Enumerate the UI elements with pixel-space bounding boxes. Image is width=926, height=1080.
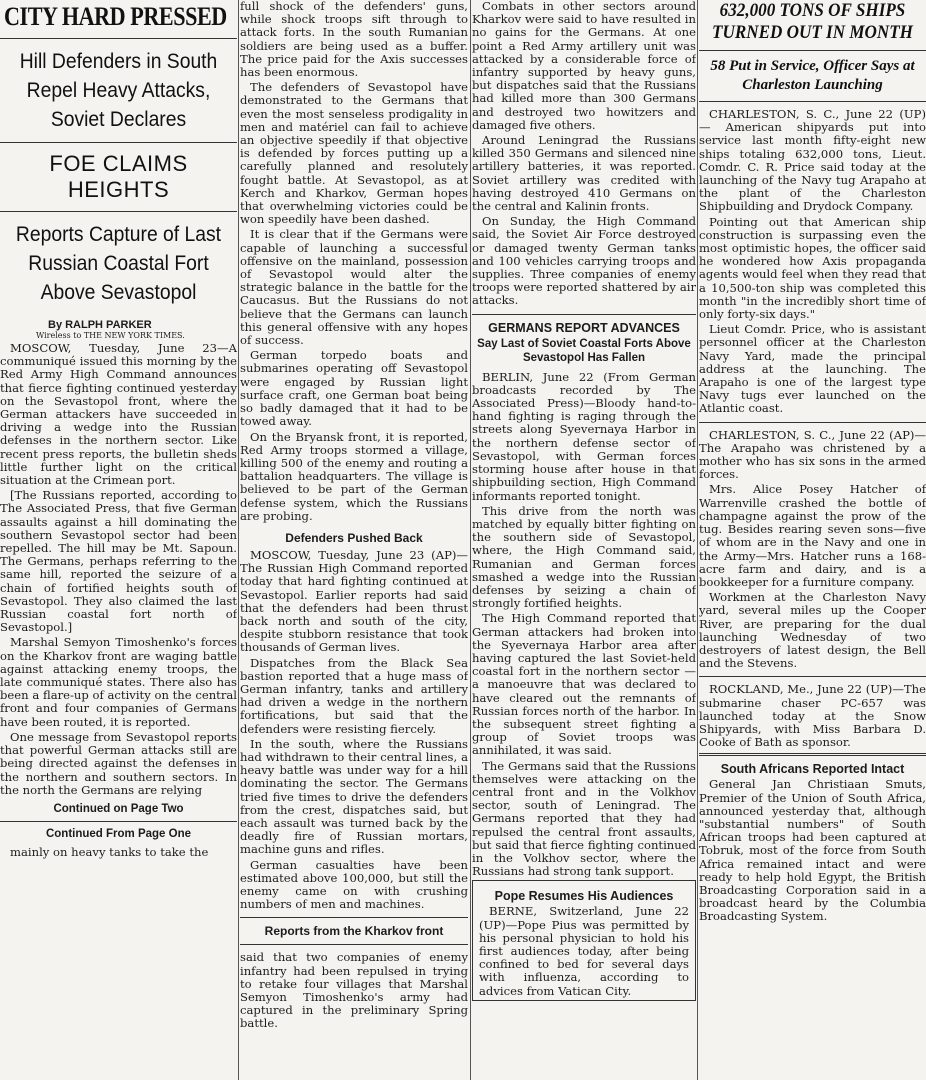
article-paragraph: Marshal Semyon Timoshenko's forces on the Kharkov front are waging battle against attacking enemy troops, the late communiqué states. There also has been a flare-up of activity on the central front and four companies of Germans have been routed, it is reported. (0, 635, 237, 729)
subheading: Say Last of Soviet Coastal Forts Above Sevastopol Has Fallen (477, 337, 691, 364)
column-rule (470, 0, 471, 1080)
section-heading: Pope Resumes His Audiences (494, 889, 674, 904)
pope-news-box (472, 880, 696, 1000)
continued-on-link[interactable]: Continued on Page Two (53, 802, 184, 815)
section-heading: Defenders Pushed Back (285, 530, 423, 545)
article-paragraph: Lieut Comdr. Price, who is assistant personnel officer at the Charleston Navy Yard, made the principal address at the launching. The Arapaho is one of the largest type Navy tugs ever launched on the Atlantic coast. (699, 322, 926, 416)
column-2 (240, 0, 468, 1080)
column-1 (0, 0, 237, 1080)
article-paragraph: CHARLESTON, S. C., June 22 (UP) — American shipyards put into service last month fifty-eight new ships totaling 632,000 tons, Lieut. Comdr. C. R. Price said today at the launching of the Navy tug Arapaho at the plant of the Charleston Shipbuilding and Drydock Company. (699, 107, 926, 214)
article-paragraph: ROCKLAND, Me., June 22 (UP)—The submarine chaser PC-657 was launched today at the Snow Shipyards, with Miss Barbara D. Cooke of Bath as sponsor. (699, 682, 926, 750)
article-paragraph: [The Russians reported, according to The Associated Press, that five German assaults against a hill dominating the southern Sevastopol sector had been repelled. The hill may be Mt. Sapoun. The Germans, perhaps referring to the same hill, reported the seizure of a chain of fortified heights south of Sevastopol. They also claimed the last Russian coastal fort north of Sevastopol.] (0, 488, 237, 635)
article-paragraph: mainly on heavy tanks to take the (10, 844, 209, 859)
deck-headline-3: Reports Capture of Last Russian Coastal Fort Above Sevastopol (15, 223, 222, 304)
article-paragraph: Dispatches from the Black Sea bastion reported that a huge mass of German infantry, tanks and artillery had driven a wedge in the northern fortifications, but said that the defenders were resisting fiercely. (240, 655, 468, 736)
article-paragraph: Mrs. Alice Posey Hatcher of Warrenville crashed the bottle of champagne against the prow of the tug. Besides rearing seven sons—five of whom are in the Navy and one in the Army—Mrs. Hatcher runs a 168-acre farm and dairy, and is a bookkeeper for a furniture company. (699, 482, 926, 589)
article-paragraph: Pointing out that American ship construction is surpassing even the most optimistic hopes, the officer said he wondered how Axis propaganda agents would feel when they read that a 10,500-ton ship was completed this month "in the incredibly short time of only forty-six days." (699, 214, 926, 322)
article-paragraph: MOSCOW, Tuesday, June 23—A communiqué issued this morning by the Red Army High Command announces that fierce fighting continued yesterday on the Sevastopol front, where the German attackers have succeeded in driving a wedge into the Russian defenses in the northern sector. Like recent press reports, the bulletin sheds little further light on the critical situation at the Crimean port. (0, 341, 237, 488)
article-paragraph: This drive from the north was matched by equally bitter fighting on the southern side of Sevastopol, where, the High Command said, Rumanian and German forces smashed a wedge into the Russian defenses by seizing a chain of strongly fortified heights. (472, 503, 696, 611)
article-paragraph: Around Leningrad the Russians killed 350 Germans and silenced nine artillery batteries, it was reported. Soviet artillery was credited with having destroyed 410 Germans on the central and Kalinin fronts. (472, 133, 696, 214)
article-paragraph: said that two companies of enemy infantry had been repulsed in trying to retake four villages that Marshal Semyon Timoshenko's army had captured in the preliminary Spring battle. (240, 950, 468, 1031)
main-headline: CITY HARD PRESSED (4, 2, 227, 31)
section-heading: Reports from the Kharkov front (264, 924, 444, 939)
article-paragraph: The High Command reported that German attackers had broken into the Syevernaya Harbor area after having captured the last Soviet-held coastal fort in the northern sector — a manoeuvre that was declared to have cleared out the remnants of Russian forces north of the harbor. In the subsequent street fighting a group of Soviet troops was annihilated, it was said. (472, 611, 696, 758)
article-paragraph: CHARLESTON, S. C., June 22 (AP)—The Arapaho was christened by a mother who has six sons in the armed forces. (699, 427, 926, 482)
article-paragraph: BERLIN, June 22 (From German broadcasts recorded by The Associated Press)—Bloody hand-to-hand fighting is raging through the streets along Syevernaya Harbor in the northern defense sector of Sevastopol, with German forces storming house after house in that shipbuilding section, High Command informants reported tonight. (472, 369, 696, 503)
ships-subheadline: 58 Put in Service, Officer Says at Charleston Launching (710, 58, 915, 93)
ships-headline: 632,000 TONS OF SHIPS TURNED OUT IN MONTH (712, 0, 913, 43)
article-paragraph: MOSCOW, Tuesday, June 23 (AP)—The Russian High Command reported today that hard fighting continued at Sevastopol. Earlier reports had said that the defenders had been thrust back north and south of the city, despite stubborn resistance that took thousands of German lives. (240, 547, 468, 655)
continued-from-label: Continued From Page One (45, 827, 192, 840)
deck-headline-2: FOE CLAIMS HEIGHTS (49, 151, 188, 202)
article-paragraph: The Germans said that the Russions themselves were attacking on the central front and in the Volkhov sector, south of Leningrad. The Germans reported that they had repulsed the central front assaults, but said that fierce fighting continued in the Volkhov sector, where the Russians had strong tank support. (472, 758, 696, 879)
article-paragraph: Combats in other sectors around Kharkov were said to have resulted in no gains for the Germans. At one point a Red Army artillery unit was attacked by a considerable force of infantry supported by heavy guns, but dispatches said that the Russians had killed more than 300 Germans and destroyed two howitzers and damaged five others. (472, 0, 696, 132)
article-paragraph: It is clear that if the Germans were capable of launching a successful offensive on the mainland, possession of Sevastopol would alter the strategic balance in the battle for the Caucasus. But the Russians do not believe that the Germans can launch this general offensive with any hopes of success. (240, 227, 468, 348)
section-heading: South Africans Reported Intact (720, 762, 905, 777)
article-paragraph: German torpedo boats and submarines operating off Sevastopol were engaged by Russian light surface craft, one German boat being so badly damaged that it had to be towed away. (240, 348, 468, 429)
article-paragraph: full shock of the defenders' guns, while shock troops sift through to attack forts. In the south Rumanian soldiers are being used as a buffer. The price paid for the Axis successes has been enormous. (240, 0, 468, 80)
article-paragraph: On the Bryansk front, it is reported, Red Army troops stormed a village, killing 500 of the enemy and routing a battalion headquarters. The village is believed to be part of the German defense system, which the Russians are probing. (240, 429, 468, 523)
column-4 (699, 0, 926, 1080)
deck-headline-1: Hill Defenders in South Repel Heavy Attacks, Soviet Declares (19, 50, 218, 131)
article-paragraph: The defenders of Sevastopol have demonstrated to the Germans that even the most senseless prodigality in men and matériel can fail to achieve an objective speedily if that objective is defended by forces putting up a carefully planned and resolutely fought battle. At Sevastopol, as at Kerch and Kharkov, German hopes that overwhelming victories could be won speedily have been dashed. (240, 80, 468, 227)
column-3 (472, 0, 696, 1080)
article-paragraph: In the south, where the Russians had withdrawn to their central lines, a heavy battle was under way for a hill dominating the sector. The Germans tried five times to drive the defenders from the crest, dispatches said, but each assault was turned back by the deadly fire of Russian mortars, machine guns and rifles. (240, 736, 468, 857)
article-paragraph: One message from Sevastopol reports that powerful German attacks still are being directed against the defenses in the northern and southern sectors. In the north the Germans are relying (0, 729, 237, 797)
article-paragraph: BERNE, Switzerland, June 22 (UP)—Pope Pius was permitted by his personal physician to hold his first audiences today, after being confined to bed for several days with influenza, according to advices from Vatican City. (479, 904, 689, 998)
article-paragraph: Workmen at the Charleston Navy yard, several miles up the Cooper River, are preparing for the dual launching Wednesday of two destroyers of latest design, the Bell and the Stevens. (699, 590, 926, 671)
article-paragraph: On Sunday, the High Command said, the Soviet Air Force destroyed or damaged twenty German tanks and 100 vehicles carrying troops and supplies. Three companies of enemy troops were reported shattered by air attacks. (472, 214, 696, 308)
column-rule (238, 0, 239, 1080)
article-paragraph: German casualties have been estimated above 100,000, but still the enemy came on with crushing numbers of men and machines. (240, 857, 468, 912)
column-rule (697, 0, 698, 1080)
byline: By RALPH PARKER (48, 319, 152, 331)
article-paragraph: General Jan Christiaan Smuts, Premier of the Union of South Africa, announced yesterday that, although "substantial numbers" of South African troops had been captured at Tobruk, most of the force from South Africa remained intact and were ready to help hold Egypt, the British Broadcasting Corporation said in a broadcast heard by the Columbia Broadcasting System. (699, 777, 926, 924)
wire-credit: Wireless to THE NEW YORK TIMES. (36, 331, 185, 340)
section-heading: GERMANS REPORT ADVANCES (488, 320, 680, 335)
